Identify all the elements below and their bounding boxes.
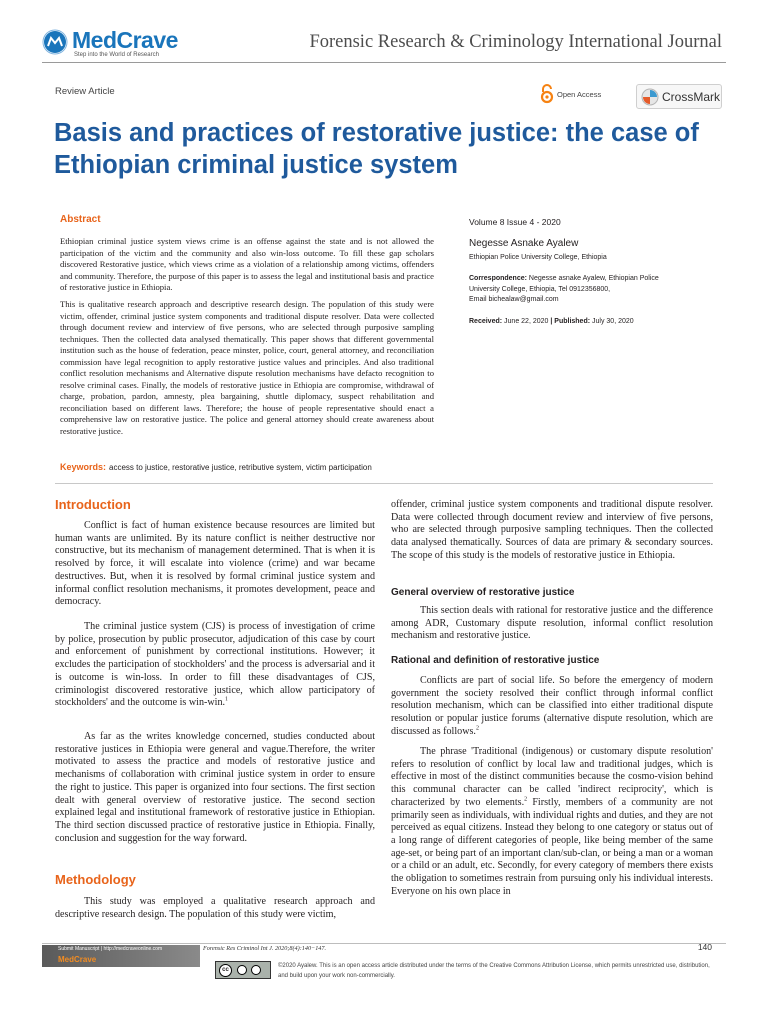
introduction-paragraph-1: Conflict is fact of human existence because resources are limited but human wants are unlimited. By its nature conflict is neither destructive nor constructive, but its mechanism of management determined. That is when it is resolved by force, it will escalate into violence (crime) and war became destructives. But, when it is resolved by formal criminal justice system and informal conflict resolution mechanisms, it promotes development, peace and democracy. — [55, 520, 375, 608]
footer-brand: MedCrave — [58, 955, 97, 964]
cc-icon: cc — [219, 964, 232, 977]
volume-issue: Volume 8 Issue 4 - 2020 — [469, 217, 561, 227]
introduction-paragraph-3: As far as the writes knowledge concerned, studies conducted about restorative justices in Ethiopia were general and vague.Therefore, the writer motivated to assess the practice and models of restorative justice and mechanisms of collaboration with criminal justice system in order to ensure the right to justice. This paper is organized into four sections. The first section dealt with general overview of restorative justice. The second section explained legal and institutional framework of restorative justice in Ethiopian. The third section discussed practice of restorative justice in Ethiopia. Finally, conclusion and suggestion for the way forward. — [55, 731, 375, 844]
general-overview-heading: General overview of restorative justice — [391, 587, 575, 598]
rational-definition-heading: Rational and definition of restorative justice — [391, 655, 600, 666]
methodology-paragraph-1: This study was employed a qualitative research approach and descriptive research design. The population of this study were victim, — [55, 896, 375, 920]
medcrave-logo[interactable] — [42, 26, 192, 60]
introduction-heading: Introduction — [55, 497, 131, 512]
correspondence-label: Correspondence: — [469, 275, 527, 282]
article-title: Basis and practices of restorative justice: the case of Ethiopian criminal justice system — [54, 119, 699, 179]
article-type: Review Article — [55, 86, 115, 97]
footer-divider — [42, 943, 726, 944]
crossmark-label: CrossMark — [662, 90, 721, 104]
rational-paragraph-1-text: Conflicts are part of social life. So before the emergency of modern government the society resolved their conflict through informal conflict resolution mechanism, which can be classified into either traditional dispute resolution or popular justice forums (alternative dispute resolution, which are discussed as follows. — [391, 675, 713, 737]
header-divider — [42, 62, 726, 63]
received-date: June 22, 2020 — [504, 318, 549, 325]
correspondence-text: Negesse asnake Ayalew, Ethiopian Police University College, Ethiopia, Tel 0912356800, — [469, 275, 659, 293]
author-affiliation: Ethiopian Police University College, Ethiopia — [469, 254, 607, 261]
keywords-list: access to justice, restorative justice, retributive system, victim participation — [109, 463, 372, 472]
dates-line — [469, 317, 709, 328]
reference-marker[interactable]: 2 — [524, 796, 528, 803]
reference-marker[interactable]: 1 — [225, 696, 229, 703]
brand-name: MedCrave — [72, 27, 178, 53]
methodology-paragraph-continued: offender, criminal justice system components and traditional dispute resolver. Data were collected through document review and interview of five persons, who are selected through purposive sampling techniques. Then the collected data analysed thematically. Sources of data are primary & secondary sources. The scope of this study is the models of restorative justice in Ethiopia. — [391, 499, 713, 561]
published-label: Published: — [554, 318, 591, 325]
abstract-heading: Abstract — [60, 214, 101, 225]
open-access-icon — [540, 84, 554, 104]
journal-title: Forensic Research & Criminology International Journal — [309, 32, 722, 52]
keywords-line — [60, 462, 440, 472]
reference-marker[interactable]: 2 — [475, 725, 479, 732]
page-number: 140 — [697, 942, 712, 952]
published-date: July 30, 2020 — [592, 318, 634, 325]
rational-paragraph-2 — [391, 746, 713, 898]
rational-paragraph-2-text-b: Firstly, members of a community are not primarily seen as individuals, with individual rights and duties, and they are not perceived as equal citizens. Instead they belong to one category or status out of a long range of different categories of people, like being member of the same age-set, or being part of an important clan/sub-clan, or being a man or a woman or a child or an adult, etc. Secondly, for every category of members there exists the obligation to sometimes restrain from pursuing only his individual interests. Everyone on his own place in — [391, 796, 713, 897]
citation: Forensic Res Criminol Int J. 2020;8(4):140−147. — [203, 945, 327, 952]
received-label: Received: — [469, 318, 503, 325]
license-text: ©2020 Ayalew. This is an open access article distributed under the terms of the Creative Commons Attribution License, which permits unrestricted use, distribution, and build upon your work non-commercially. — [278, 963, 710, 979]
methodology-heading: Methodology — [55, 872, 136, 887]
author-email[interactable]: Email bichealaw@gmail.com — [469, 296, 559, 303]
abstract-paragraph-1: Ethiopian criminal justice system views crime is an offense against the state and is not allowed the participation of the victim and the community and also win-loss outcome. To fill these gap scholars discovered Restorative justice, which views crime as a violation of a relationship among victims, offenders and community. Therefore, the purpose of this paper is to assess the legal and institutional basis and practice of restorative justice in Ethiopia. — [60, 236, 434, 293]
medcrave-logo-icon — [42, 29, 68, 55]
general-overview-paragraph: This section deals with rational for restorative justice and the difference among ADR, Customary dispute resolution, informal conflict resolution mechanism and restorative justice. — [391, 605, 713, 642]
keywords-label: Keywords: — [60, 462, 107, 472]
correspondence-block — [469, 274, 689, 306]
abstract-paragraph-2: This is qualitative research approach and descriptive research design. The population of this study were victim, offender, criminal justice system components and traditional dispute resolver. Data were collected through document review and interview of five persons, who are selected through purposive sampling techniques. Then the collected data analysed thematically. This paper shows that different governmental institution such as the house of federation, peace minster, police, court, general attorney, and reconciliation commission have legal recognition to apply restorative justice values and principles. And also traditional conflict resolution mechanisms and Alternative dispute resolution mechanisms have defacto recognition to resolve criminal cases. Finally, the models of restorative justice in Ethiopia are compromise, withdrawal of charge, probation, pardon, amnesty, plea bargaining, shuttle diplomacy, suspect rehabilitation and reconciliation based on different laws. Therefore; the house of people representative should enact a comprehensive law on restorative justice. The police and general attorney should create awareness about restorative justice. — [60, 299, 434, 437]
noncommercial-icon — [251, 965, 261, 975]
rational-paragraph-1 — [391, 675, 713, 739]
crossmark-icon — [641, 88, 659, 106]
submit-manuscript-banner[interactable] — [42, 945, 200, 967]
open-access-label: Open Access — [557, 90, 602, 99]
crossmark-button[interactable] — [636, 84, 722, 109]
date-separator: | — [550, 318, 553, 325]
brand-tagline: Step into the World of Research — [74, 52, 159, 58]
rational-paragraph-2-text-a: The phrase 'Traditional (indigenous) or customary dispute resolution' refers to resolution of conflict by local law and traditional judges, which is effective in most of the distinct communities because the cosmo-vision behind this communal character can be called 'indirect reciprocity', which is characterized by two elements. — [391, 746, 713, 808]
submit-manuscript-link[interactable]: Submit Manuscript | http://medcraveonline.com — [58, 946, 163, 952]
author-name: Negesse Asnake Ayalew — [469, 238, 579, 249]
abstract-divider — [55, 483, 713, 484]
attribution-icon — [237, 965, 247, 975]
introduction-paragraph-2 — [55, 621, 375, 710]
creative-commons-badge[interactable] — [215, 961, 271, 979]
introduction-paragraph-2-text: The criminal justice system (CJS) is process of investigation of crime by police, prosecution by public prosecutor, adjudication of this case by court and enforcement of punishment by correctional institutions. However; it excludes the participation of stockholders' and the process is adversarial and it is outcome is win-loss. In order to fill these disadvantages of CJS, criminologist discovered restorative justice, which allow participatory of stockholders' and the outcome is win-win. — [55, 621, 375, 709]
